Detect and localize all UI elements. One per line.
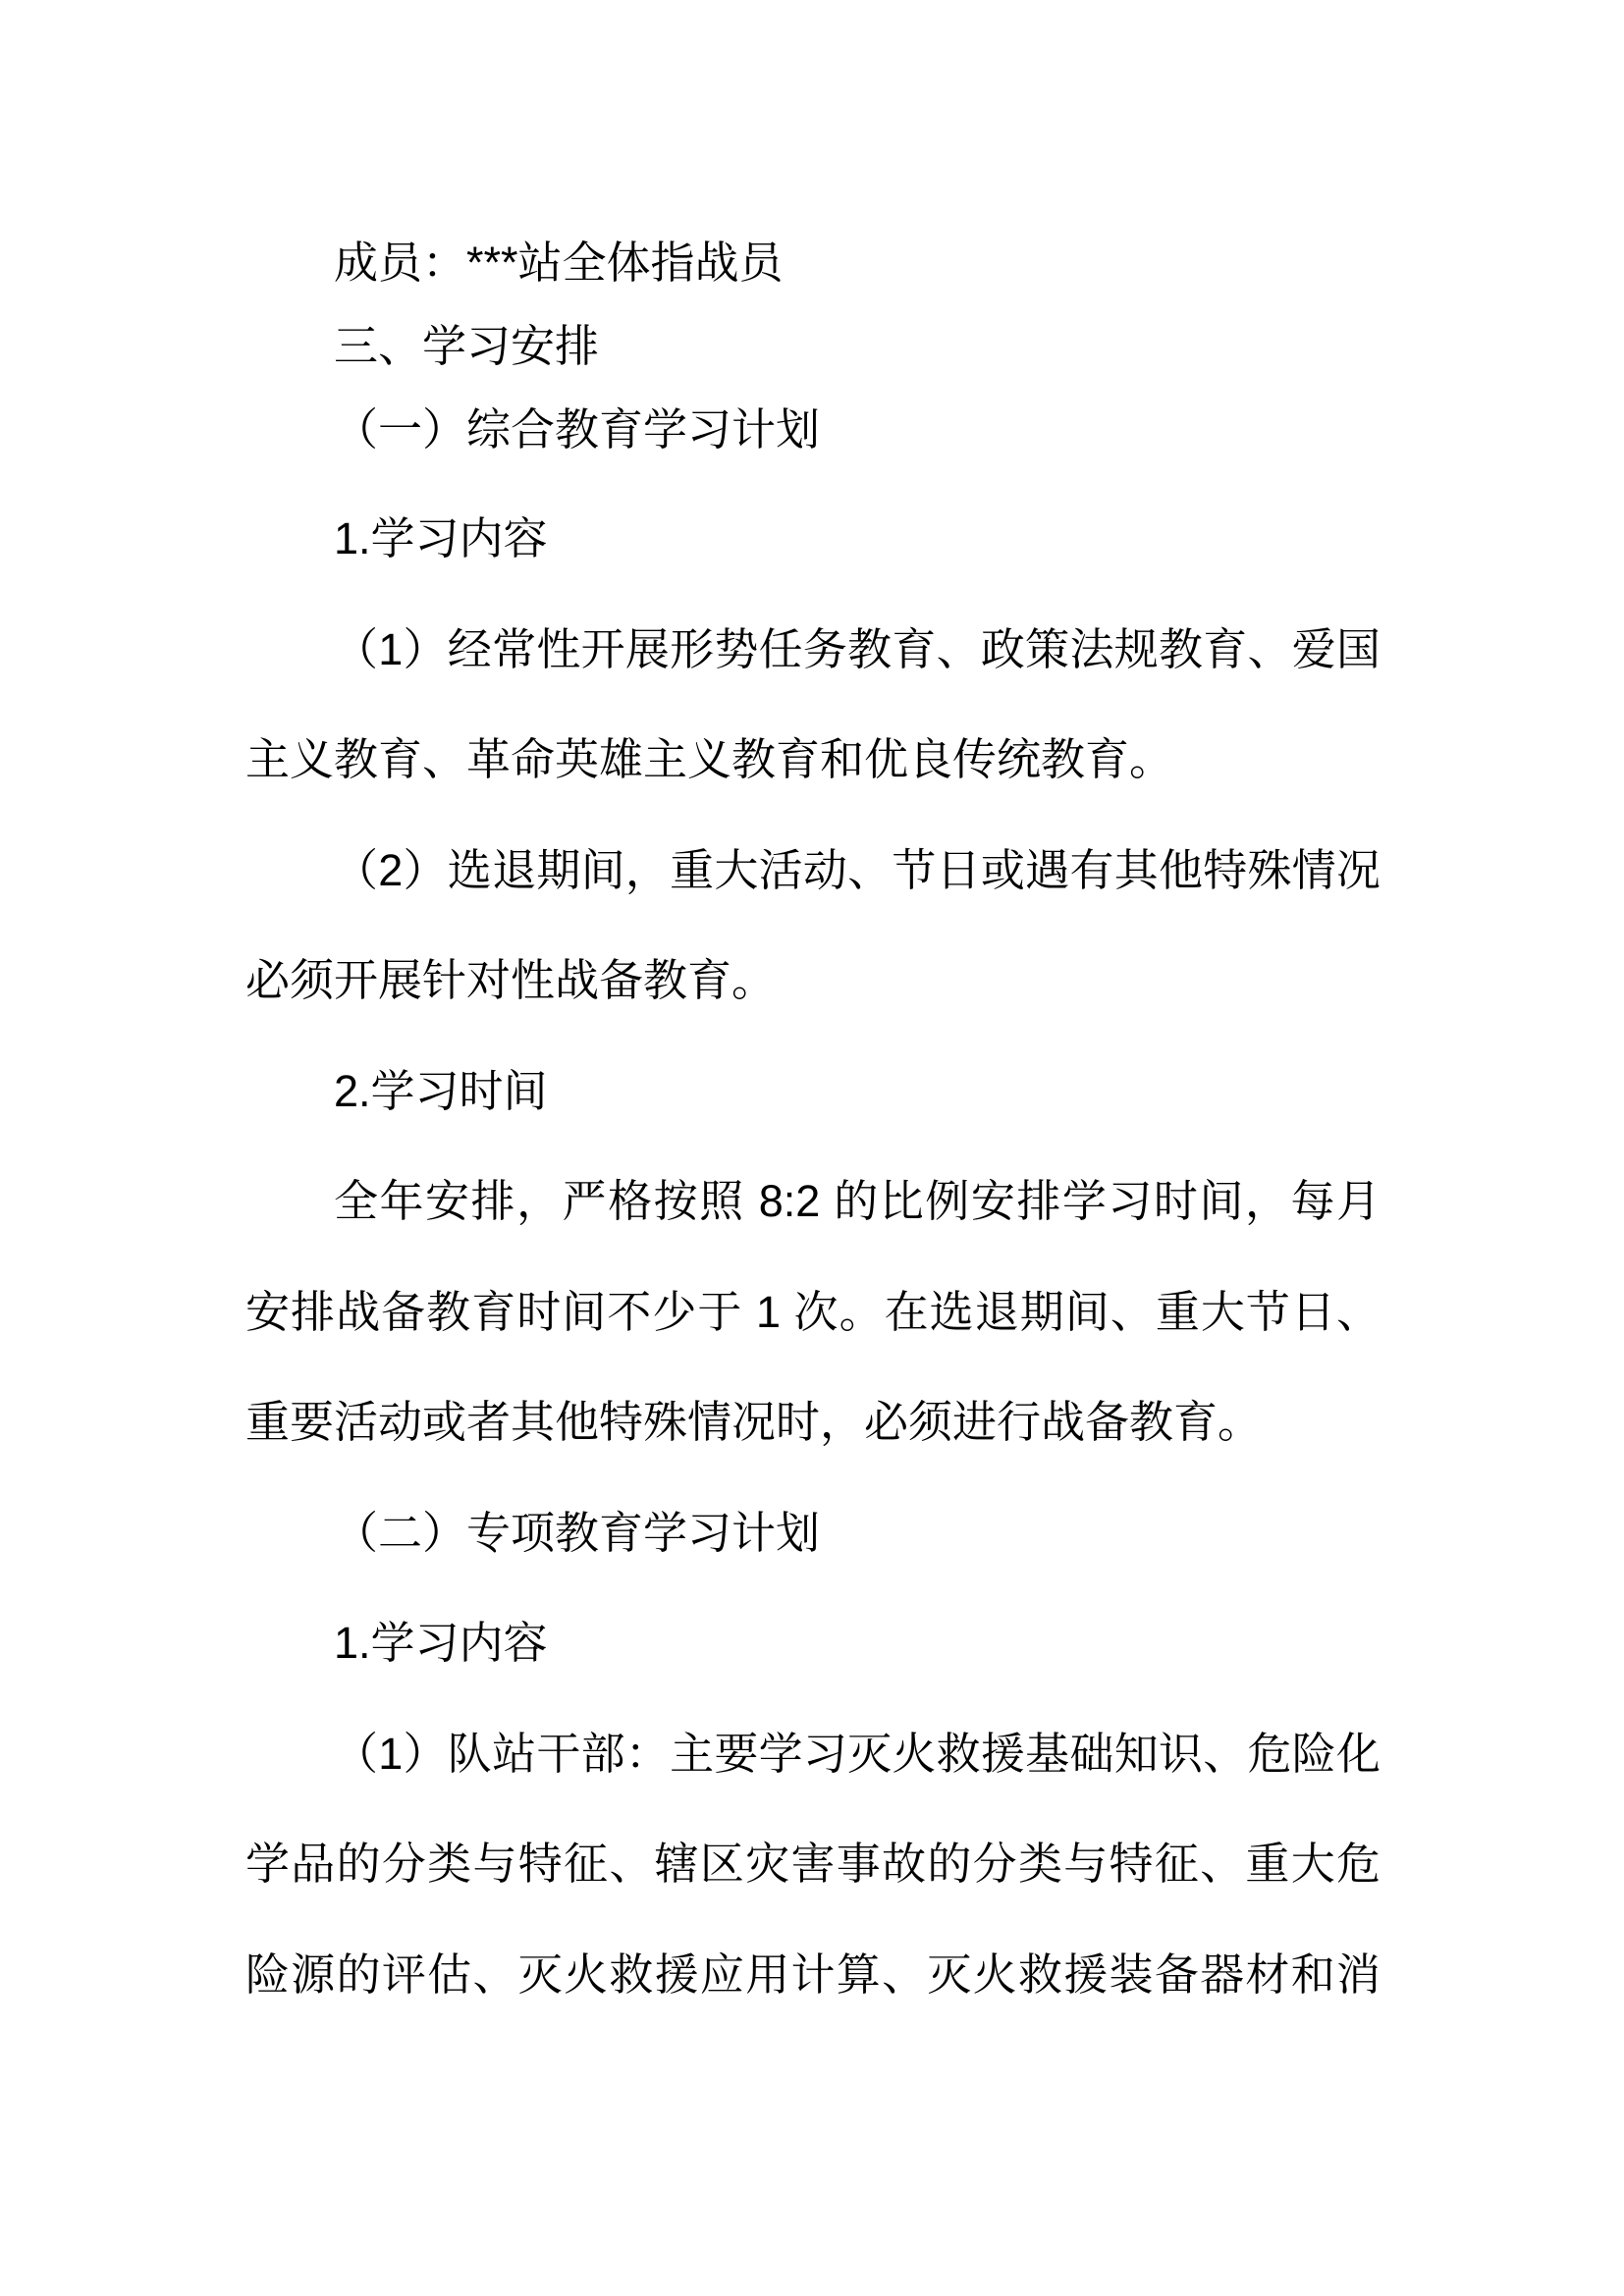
- paragraph: [245, 595, 1380, 816]
- paragraph: [245, 304, 1380, 388]
- text-line: （一）综合教育学习计划: [334, 404, 821, 454]
- text-line: 1.学习内容: [334, 513, 548, 563]
- text-line: 三、学习安排: [334, 321, 600, 371]
- text-line: （2）选退期间，重大活动、节日或遇有其他特殊情况: [334, 844, 1380, 895]
- paragraph: [245, 1588, 1380, 1699]
- text-line: （1）经常性开展形势任务教育、政策法规教育、爱国: [334, 623, 1380, 674]
- paragraph: [245, 816, 1380, 1037]
- text-line: 成员：***站全体指战员: [334, 238, 784, 288]
- text-line: 险源的评估、灭火救援应用计算、灭火救援装备器材和消: [245, 1949, 1380, 2000]
- text-line: 全年安排，严格按照 8:2 的比例安排学习时间，每月: [334, 1176, 1380, 1226]
- paragraph: [245, 388, 1380, 471]
- text-line: 1.学习内容: [334, 1618, 548, 1668]
- paragraph: [245, 484, 1380, 595]
- text-line: 重要活动或者其他特殊情况时，必须进行战备教育。: [245, 1397, 1263, 1447]
- text-line: 安排战备教育时间不少于 1 次。在选退期间、重大节日、: [245, 1286, 1380, 1337]
- text-line: （二）专项教育学习计划: [334, 1507, 821, 1558]
- paragraph: [245, 1147, 1380, 1478]
- paragraph: [245, 1478, 1380, 1589]
- paragraph: [245, 1037, 1380, 1148]
- text-line: 主义教育、革命英雄主义教育和优良传统教育。: [245, 734, 1174, 784]
- paragraph: [245, 221, 1380, 304]
- body-section: [245, 484, 1380, 2030]
- head-section: [245, 221, 1380, 471]
- text-line: 必须开展针对性战备教育。: [245, 955, 777, 1005]
- text-line: 2.学习时间: [334, 1065, 548, 1116]
- text-line: 学品的分类与特征、辖区灾害事故的分类与特征、重大危: [245, 1839, 1380, 1889]
- paragraph: [245, 1699, 1380, 2031]
- text-line: （1）队站干部：主要学习灭火救援基础知识、危险化: [334, 1728, 1380, 1779]
